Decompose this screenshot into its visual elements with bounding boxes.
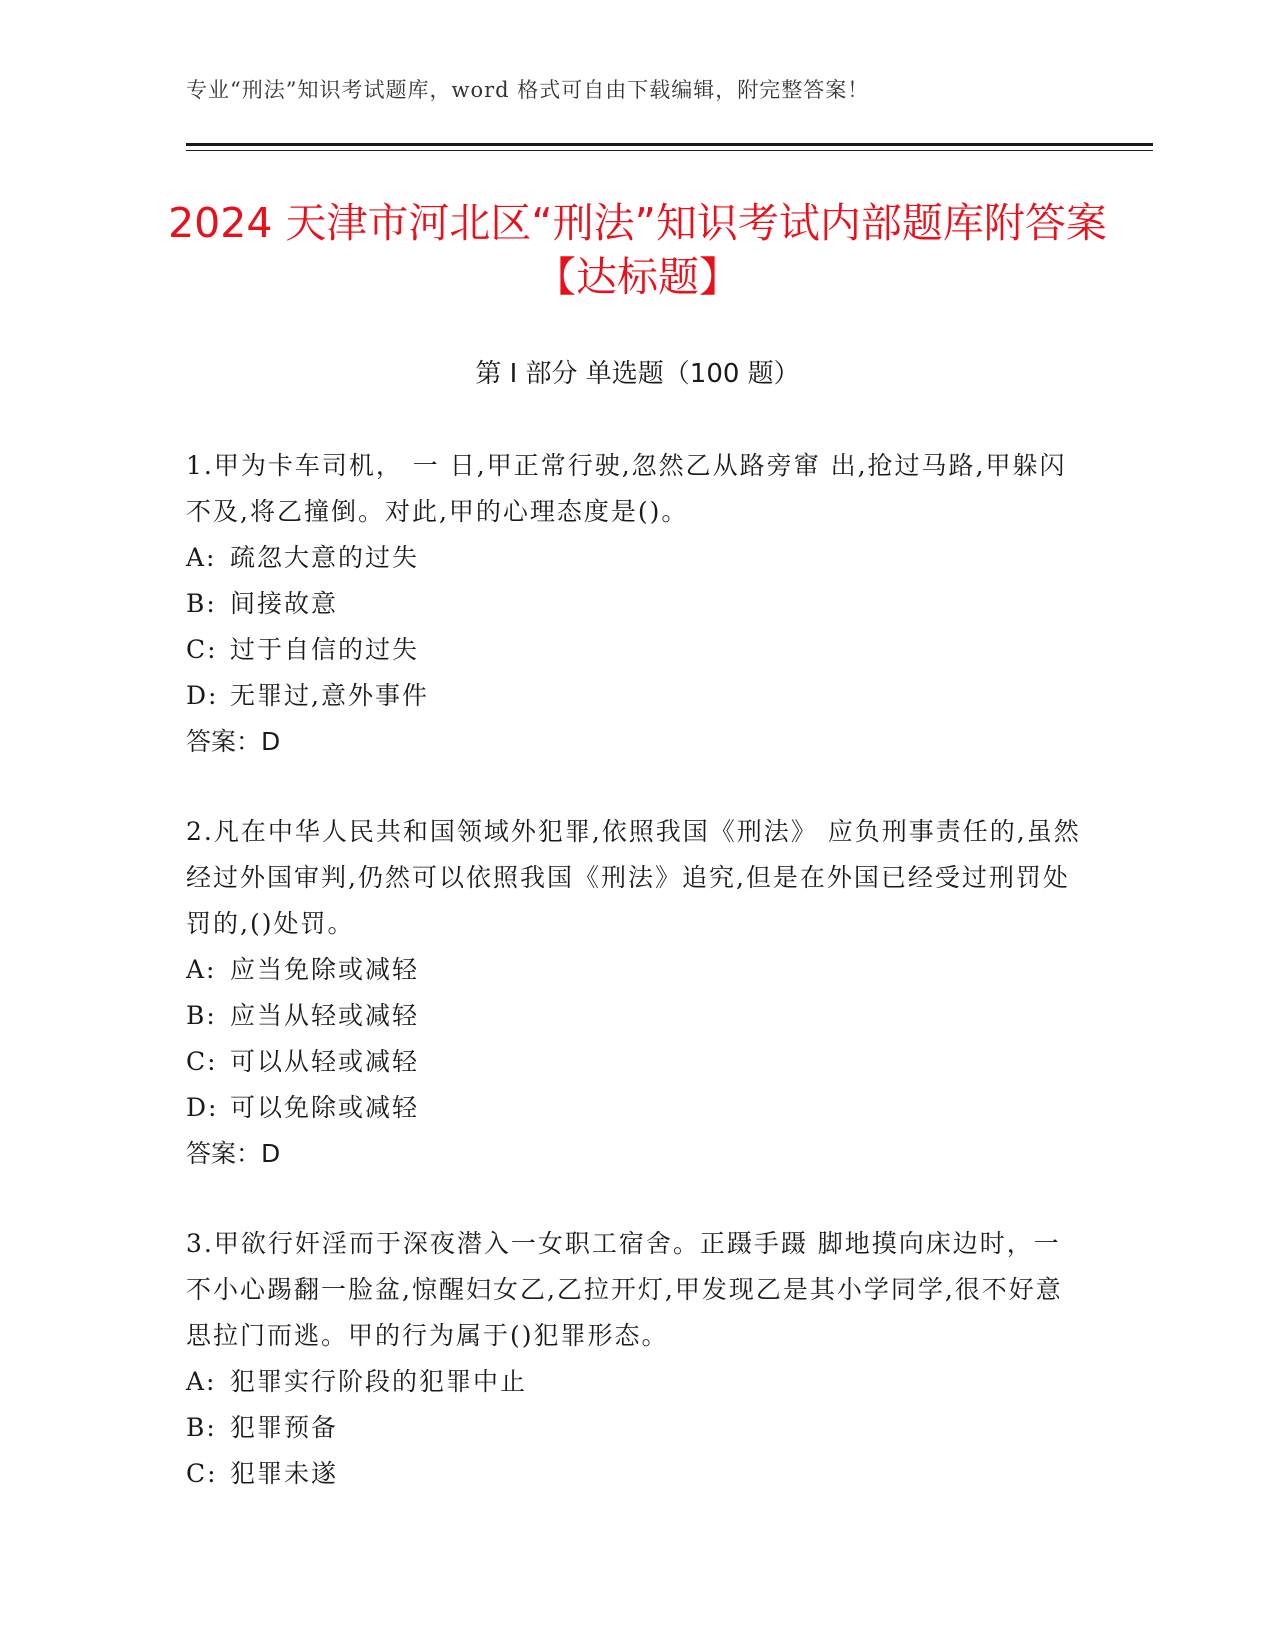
option-key: A: [186,1367,217,1396]
document-title: 2024 天津市河北区“刑法”知识考试内部题库附答案【达标题】 [168,199,1107,301]
option-key: C: [186,635,218,664]
option-b [186,1405,1086,1451]
option-c [186,627,1086,673]
option-text: 过于自信的过失 [230,635,420,664]
option-text: 应当从轻或减轻 [230,1001,420,1030]
option-text: 应当免除或减轻 [230,955,420,984]
option-text: 无罪过,意外事件 [230,681,429,710]
section-title: 第 I 部分 单选题（100 题） [475,359,800,389]
option-text: 间接故意 [230,589,339,618]
option-text: 疏忽大意的过失 [230,543,420,572]
option-text: 可以从轻或减轻 [230,1047,420,1076]
option-key: C: [186,1047,218,1076]
question-1 [186,443,1086,765]
option-key: D: [186,681,219,710]
option-d [186,673,1086,719]
header-rule-thin [186,150,1153,151]
option-b [186,993,1086,1039]
option-text: 犯罪未遂 [230,1459,339,1488]
option-a [186,1359,1086,1405]
option-text: 犯罪预备 [230,1413,339,1442]
question-answer: 答案：D [186,1139,281,1168]
header-rule-thick [186,143,1153,146]
option-text: 可以免除或减轻 [230,1093,420,1122]
option-a [186,947,1086,993]
question-2 [186,809,1086,1177]
question-stem: 1.甲为卡车司机， 一 日,甲正常行驶,忽然乙从路旁窜 出,抢过马路,甲躲闪不及,将乙撞倒。对此,甲的心理态度是()。 [186,451,1067,526]
option-text: 犯罪实行阶段的犯罪中止 [230,1367,528,1396]
option-c [186,1451,1086,1497]
question-answer: 答案：D [186,727,281,756]
question-stem: 3.甲欲行奸淫而于深夜潜入一女职工宿舍。正蹑手蹑 脚地摸向床边时，一不小心踢翻一脸盆,惊醒妇女乙,乙拉开灯,甲发现乙是其小学同学,很不好意思拉门而逃。甲的行为属于()犯罪形态。 [186,1229,1063,1350]
option-key: B: [186,1001,217,1030]
question-3 [186,1221,1086,1497]
option-a [186,535,1086,581]
option-key: A: [186,955,217,984]
option-key: B: [186,589,217,618]
question-stem: 2.凡在中华人民共和国领域外犯罪,依照我国《刑法》 应负刑事责任的,虽然经过外国审判,仍然可以依照我国《刑法》追究,但是在外国已经受过刑罚处罚的,()处罚。 [186,817,1081,938]
option-key: A: [186,543,217,572]
option-key: C: [186,1459,218,1488]
option-key: D: [186,1093,219,1122]
option-c [186,1039,1086,1085]
option-b [186,581,1086,627]
option-key: B: [186,1413,217,1442]
header-note: 专业“刑法”知识考试题库，word 格式可自由下载编辑，附完整答案！ [186,78,870,102]
option-d [186,1085,1086,1131]
question-list [186,443,1086,1541]
